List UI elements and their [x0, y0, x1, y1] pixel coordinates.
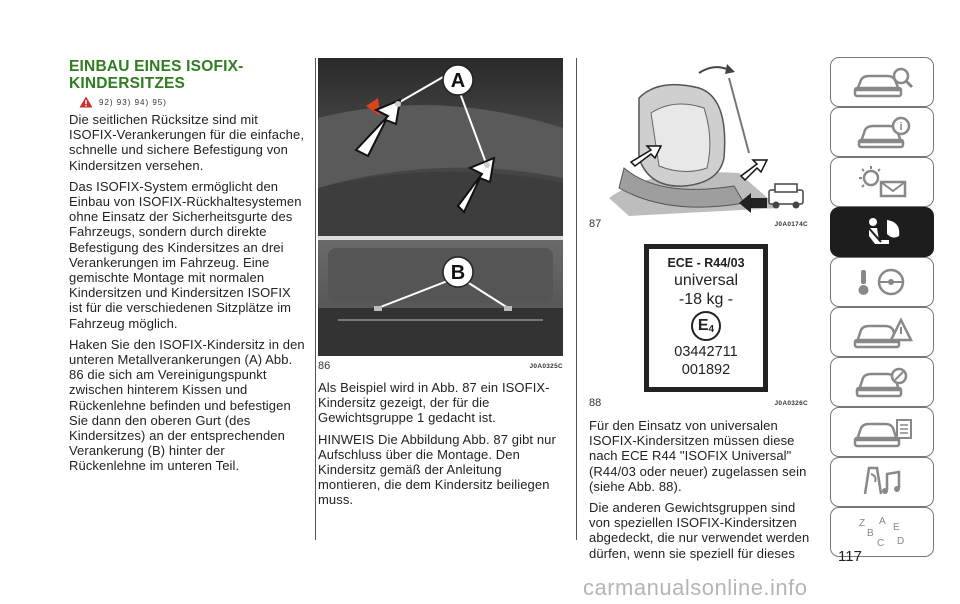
multimedia-icon — [847, 464, 917, 500]
sidebar-tab-emergency[interactable] — [830, 307, 934, 357]
figure-number: 87 — [589, 218, 602, 230]
figure-code: J0A0326C — [774, 399, 808, 407]
sidebar-tab-vehicle-overview[interactable] — [830, 57, 934, 107]
figure-87-illustration — [589, 58, 808, 216]
sidebar-tab-dashboard[interactable] — [830, 107, 934, 157]
figure-code: J0A0325C — [529, 362, 563, 370]
sidebar-tab-lights-messages[interactable] — [830, 157, 934, 207]
column-1 — [69, 58, 305, 480]
ece-approval-label — [644, 244, 768, 392]
figure-86-caption — [318, 360, 563, 372]
paragraph: HINWEIS Die Abbildung Abb. 87 gibt nur Aufschluss über die Montage. Den Kindersitz gemäß der Anleitung montieren, die dem Kindersitz beiliegen muss. — [318, 431, 556, 508]
page-number: 117 — [838, 548, 862, 565]
index-letter: Z — [859, 518, 866, 529]
column-3-text — [589, 418, 811, 567]
paragraph: Haken Sie den ISOFIX-Kindersitz in den unteren Metallverankerungen (A) Abb. 86 die sich am Vereinigungspunkt zwischen hinterem Kissen und Rückenlehne befinden und befestigen Sie dann den oberen Gurt (des Kindersitzes) an der entsprechenden Verankerung (B) hinter der Rückenlehne im unteren Teil. — [69, 336, 305, 474]
sidebar-tab-multimedia[interactable] — [830, 457, 934, 507]
warning-references — [79, 96, 305, 108]
index-letter: A — [879, 516, 886, 527]
index-letter: D — [897, 536, 905, 547]
car-service-icon — [847, 364, 917, 400]
column-2-text — [318, 380, 563, 514]
label-weight: -18 kg - — [678, 291, 734, 308]
section-title-line-1: EINBAU EINES ISOFIX- — [69, 58, 244, 75]
figure-88-caption — [589, 397, 808, 409]
section-title-line-2: KINDERSITZES — [69, 75, 186, 92]
dashboard-info-icon — [847, 114, 917, 150]
label-approval-number: 03442711 — [674, 344, 738, 360]
index-letter: B — [867, 528, 874, 539]
callout-b: B — [450, 262, 466, 284]
car-specs-icon — [847, 414, 917, 450]
warning-triangle-icon — [79, 96, 93, 108]
warning-refs-text: 92) 93) 94) 95) — [99, 97, 167, 107]
figure-number: 88 — [589, 397, 602, 409]
label-serial-number: 001892 — [681, 362, 731, 378]
paragraph: Die anderen Gewichtsgruppen sind von speziellen ISOFIX-Kindersitzen abgedeckt, die nur verwendet werden dürfen, wenn sie speziell für dieses — [589, 500, 810, 561]
lights-message-icon — [847, 164, 917, 200]
index-letter: C — [877, 538, 885, 549]
paragraph: Das ISOFIX-System ermöglicht den Einbau von ISOFIX-Rückhaltesystemen ohne Einsatz der Sicherheitsgurte des Fahrzeugs, sondern durch direkte Befestigung des Kindersitzes an drei Verankerungen im Fahrzeug. Eine gemischte Montage mit normalen Kindersitzen und Kindersitzen ISOFIX ist für die verschiedenen Sitzplätze im Fahrzeug möglich. — [69, 178, 302, 331]
watermark: carmanualsonline.info — [583, 575, 808, 600]
paragraph: Als Beispiel wird in Abb. 87 ein ISOFIX-Kindersitz gezeigt, der für die Gewichtsgruppe 1 gedacht ist. — [318, 380, 550, 426]
sidebar-tab-safety[interactable] — [830, 207, 934, 257]
e-mark-letter: E — [697, 317, 709, 334]
child-seat-drawing — [589, 58, 808, 216]
svg-text:i: i — [899, 121, 903, 133]
sidebar-tab-starting-driving[interactable] — [830, 257, 934, 307]
car-search-icon — [847, 64, 917, 100]
index-letter: E — [893, 522, 900, 533]
figure-code: J0A0174C — [774, 220, 808, 228]
e-mark-number: 4 — [708, 323, 715, 335]
sidebar-tab-technical-specs[interactable] — [830, 407, 934, 457]
airbag-seat-icon — [847, 214, 917, 250]
section-title — [69, 58, 305, 92]
column-divider — [576, 58, 577, 540]
steering-start-icon — [847, 264, 917, 300]
index-letters-icon — [847, 514, 917, 550]
column-divider — [315, 58, 316, 540]
isofix-anchor-photo — [318, 58, 563, 356]
figure-86-photo — [318, 58, 563, 356]
paragraph: Die seitlichen Rücksitze sind mit ISOFIX-Verankerungen für die einfache, schnelle und sichere Befestigung von Kindersitzen versehen. — [69, 112, 305, 173]
label-regulation: ECE - R44/03 — [667, 256, 745, 270]
car-warning-icon — [847, 314, 917, 350]
label-category: universal — [673, 272, 739, 289]
figure-number: 86 — [318, 360, 331, 372]
paragraph: Für den Einsatz von universalen ISOFIX-Kindersitzen müssen diese nach ECE R44 "ISOFIX Universal" (R44/03 oder neuer) zugelassen sein (siehe Abb. 88). — [589, 418, 807, 494]
e-mark — [691, 311, 721, 341]
callout-a: A — [450, 70, 466, 92]
sidebar-tab-service[interactable] — [830, 357, 934, 407]
figure-87-caption — [589, 218, 808, 230]
